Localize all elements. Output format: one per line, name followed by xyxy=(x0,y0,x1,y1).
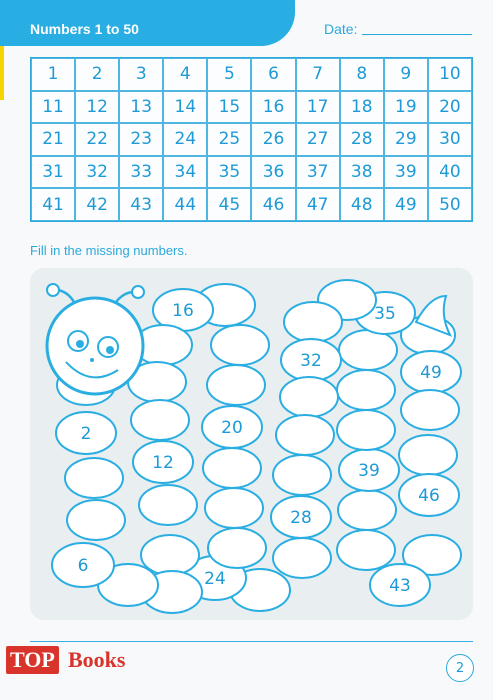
grid-cell: 40 xyxy=(428,156,472,189)
grid-cell: 14 xyxy=(163,91,207,124)
caterpillar-segment xyxy=(280,377,338,417)
grid-cell: 10 xyxy=(428,58,472,91)
date-label: Date: xyxy=(324,21,358,37)
topbooks-logo xyxy=(6,646,186,676)
grid-cell: 31 xyxy=(31,156,75,189)
caterpillar-segment xyxy=(205,488,263,528)
grid-cell: 42 xyxy=(75,188,119,221)
grid-cell: 27 xyxy=(296,123,340,156)
caterpillar-segment xyxy=(139,485,197,525)
pupil-left xyxy=(76,340,84,348)
grid-cell: 23 xyxy=(119,123,163,156)
caterpillar-segment xyxy=(65,458,123,498)
caterpillar-segment xyxy=(338,490,396,530)
caterpillar-segment xyxy=(337,370,395,410)
caterpillar-segment xyxy=(131,400,189,440)
caterpillar-number: 12 xyxy=(152,453,174,473)
antenna-left-tip xyxy=(47,284,59,296)
grid-cell: 16 xyxy=(251,91,295,124)
grid-cell: 39 xyxy=(384,156,428,189)
caterpillar-segment xyxy=(284,302,342,342)
grid-cell: 43 xyxy=(119,188,163,221)
grid-cell: 8 xyxy=(340,58,384,91)
caterpillar-segment xyxy=(141,535,199,575)
logo-books-text: Books xyxy=(68,647,126,672)
caterpillar-head xyxy=(47,298,143,394)
grid-cell: 38 xyxy=(340,156,384,189)
grid-cell: 22 xyxy=(75,123,119,156)
caterpillar-number: 32 xyxy=(300,351,322,371)
grid-cell: 29 xyxy=(384,123,428,156)
caterpillar-segment xyxy=(273,455,331,495)
grid-cell: 50 xyxy=(428,188,472,221)
grid-cell: 46 xyxy=(251,188,295,221)
grid-cell: 34 xyxy=(163,156,207,189)
grid-cell: 32 xyxy=(75,156,119,189)
caterpillar-number: 39 xyxy=(358,461,380,481)
caterpillar-segment xyxy=(211,325,269,365)
caterpillar-number: 20 xyxy=(221,418,243,438)
grid-cell: 3 xyxy=(119,58,163,91)
grid-cell: 21 xyxy=(31,123,75,156)
grid-cell: 6 xyxy=(251,58,295,91)
grid-cell: 25 xyxy=(207,123,251,156)
caterpillar-number: 35 xyxy=(374,304,396,324)
grid-cell: 15 xyxy=(207,91,251,124)
grid-cell: 41 xyxy=(31,188,75,221)
grid-cell: 1 xyxy=(31,58,75,91)
grid-cell: 20 xyxy=(428,91,472,124)
page-title: Numbers 1 to 50 xyxy=(30,21,139,37)
caterpillar-segment xyxy=(337,410,395,450)
grid-cell: 11 xyxy=(31,91,75,124)
grid-cell: 44 xyxy=(163,188,207,221)
grid-cell: 47 xyxy=(296,188,340,221)
grid-cell: 36 xyxy=(251,156,295,189)
caterpillar-segment xyxy=(401,390,459,430)
instruction-text: Fill in the missing numbers. xyxy=(30,243,188,258)
grid-cell: 13 xyxy=(119,91,163,124)
grid-cell: 17 xyxy=(296,91,340,124)
page-number: 2 xyxy=(446,654,474,682)
grid-cell: 45 xyxy=(207,188,251,221)
grid-cell: 12 xyxy=(75,91,119,124)
grid-cell: 18 xyxy=(340,91,384,124)
antenna-right-tip xyxy=(132,286,144,298)
grid-cell: 28 xyxy=(340,123,384,156)
caterpillar-number: 49 xyxy=(420,363,442,383)
caterpillar-segment xyxy=(399,435,457,475)
caterpillar-segment xyxy=(67,500,125,540)
grid-cell: 9 xyxy=(384,58,428,91)
grid-cell: 24 xyxy=(163,123,207,156)
logo-top-text: TOP xyxy=(6,646,59,674)
caterpillar-number: 16 xyxy=(172,301,194,321)
grid-cell: 4 xyxy=(163,58,207,91)
grid-cell: 30 xyxy=(428,123,472,156)
grid-cell: 48 xyxy=(340,188,384,221)
grid-cell: 26 xyxy=(251,123,295,156)
caterpillar-segment xyxy=(207,365,265,405)
grid-cell: 5 xyxy=(207,58,251,91)
grid-cell: 35 xyxy=(207,156,251,189)
grid-cell: 49 xyxy=(384,188,428,221)
grid-cell: 19 xyxy=(384,91,428,124)
caterpillar-segment xyxy=(337,530,395,570)
antenna-left xyxy=(58,290,74,302)
caterpillar-segment xyxy=(339,330,397,370)
caterpillar-segment xyxy=(276,415,334,455)
caterpillar-number: 24 xyxy=(204,569,226,589)
grid-cell: 33 xyxy=(119,156,163,189)
footer-divider xyxy=(30,641,473,642)
caterpillar-number: 46 xyxy=(418,486,440,506)
caterpillar-number: 43 xyxy=(389,576,411,596)
caterpillar-segment xyxy=(208,528,266,568)
grid-cell: 7 xyxy=(296,58,340,91)
grid-cell: 2 xyxy=(75,58,119,91)
caterpillar-number: 6 xyxy=(77,556,89,576)
caterpillar-number: 2 xyxy=(80,424,92,444)
pupil-right xyxy=(106,346,114,354)
caterpillar-segment xyxy=(273,538,331,578)
caterpillar-number: 28 xyxy=(290,508,312,528)
caterpillar-segment xyxy=(203,448,261,488)
nose xyxy=(90,358,94,362)
grid-cell: 37 xyxy=(296,156,340,189)
